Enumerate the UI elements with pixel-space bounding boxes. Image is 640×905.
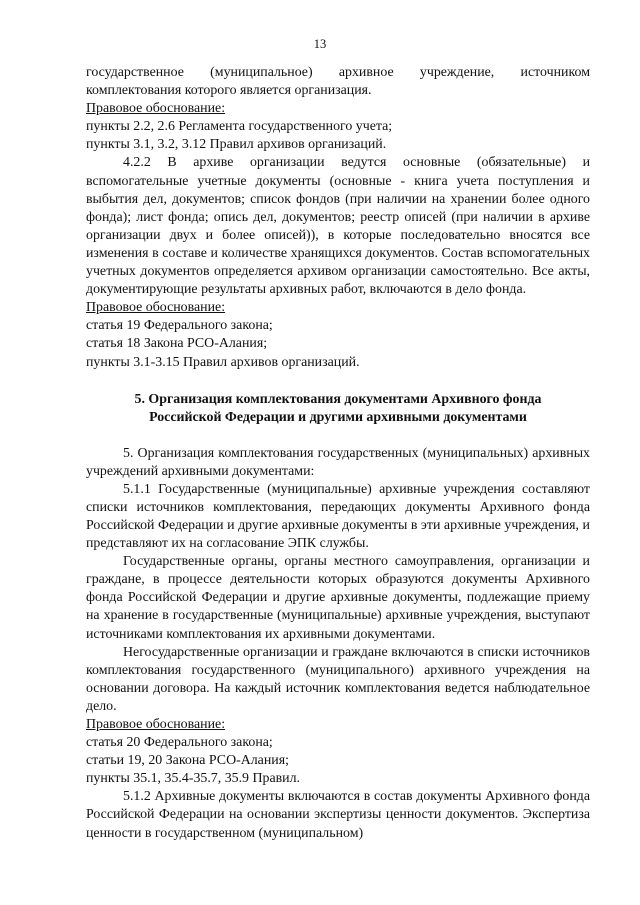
legal-basis-title: Правовое обоснование: <box>86 300 226 316</box>
legal-basis-title: Правовое обоснование: <box>86 101 226 117</box>
section-heading: 5. Организация комплектования документами Архивного фонда <box>134 391 542 407</box>
legal-basis-line: статья 18 Закона РСО-Алания; <box>86 336 268 352</box>
legal-basis-title: Правовое обоснование: <box>86 717 226 732</box>
page-number: 13 <box>313 37 327 51</box>
spacer <box>86 372 590 391</box>
paragraph-non-state: Негосударственные организации и граждане включаются в списки источников комплектования государственного (муниципального) архивного учреждения на основании договора. На каждый источник комплектования ведется наблюдательное дело. <box>86 644 590 714</box>
paragraph-archive-source: государственное (муниципальное) архивное учреждение, источником комплектования которого является организация. <box>86 65 590 99</box>
paragraph-5: 5. Организация комплектования государственных (муниципальных) архивных учреждений архивными документами: <box>86 445 590 479</box>
spacer <box>86 428 590 445</box>
paragraph-5-1-2: 5.1.2 Архивные документы включаются в состав документы Архивного фонда Российской Федерации на основании экспертизы ценности документов. Экспертиза ценности в государственном (муниципальном) <box>86 789 590 841</box>
legal-basis-line: пункты 3.1-3.15 Правил архивов организаций. <box>86 354 360 370</box>
legal-basis-line: статья 19 Федерального закона; <box>86 318 273 334</box>
legal-basis-line: статья 20 Федерального закона; <box>86 735 273 751</box>
legal-basis-line: статьи 19, 20 Закона РСО-Алания; <box>86 753 289 769</box>
document-body <box>86 64 590 843</box>
paragraph-4-2-2: 4.2.2 В архиве организации ведутся основные (обязательные) и вспомогательные учетные документы (основные - книга учета поступления и выбытия дел, документов; список фондов (при наличии на хранении более одного фонда); лист фонда; опись дел, документов; реестр описей (при наличии в архиве организации двух и более описей)), в которые последовательно вносятся все изменения в составе и количестве хранящихся документов. Состав вспомогательных учетных документов определяется архивом организации самостоятельно. Все акты, документирующие результаты архивных работ, включаются в дело фонда. <box>86 155 590 298</box>
legal-basis-line: пункты 3.1, 3.2, 3.12 Правил архивов организаций. <box>86 137 387 153</box>
legal-basis-line: пункты 35.1, 35.4-35.7, 35.9 Правил. <box>86 771 301 787</box>
legal-basis-line: пункты 2.2, 2.6 Регламента государственного учета; <box>86 119 393 135</box>
paragraph-5-1-1: 5.1.1 Государственные (муниципальные) архивные учреждения составляют списки источников комплектования, передающих документы Архивного фонда Российской Федерации и другие архивные документы в эти архивные учреждения, и представляют их на согласование ЭПК службы. <box>86 481 590 552</box>
paragraph-sources: Государственные органы, органы местного самоуправления, организации и граждане, в процессе деятельности которых образуются документы Архивного фонда Российской Федерации и другие архивные документы, подлежащие приему на хранение в государственные (муниципальные) архивные учреждения, выступают источниками комплектования их архивными документами. <box>86 554 590 642</box>
section-heading: Российской Федерации и другими архивными документами <box>149 410 527 426</box>
